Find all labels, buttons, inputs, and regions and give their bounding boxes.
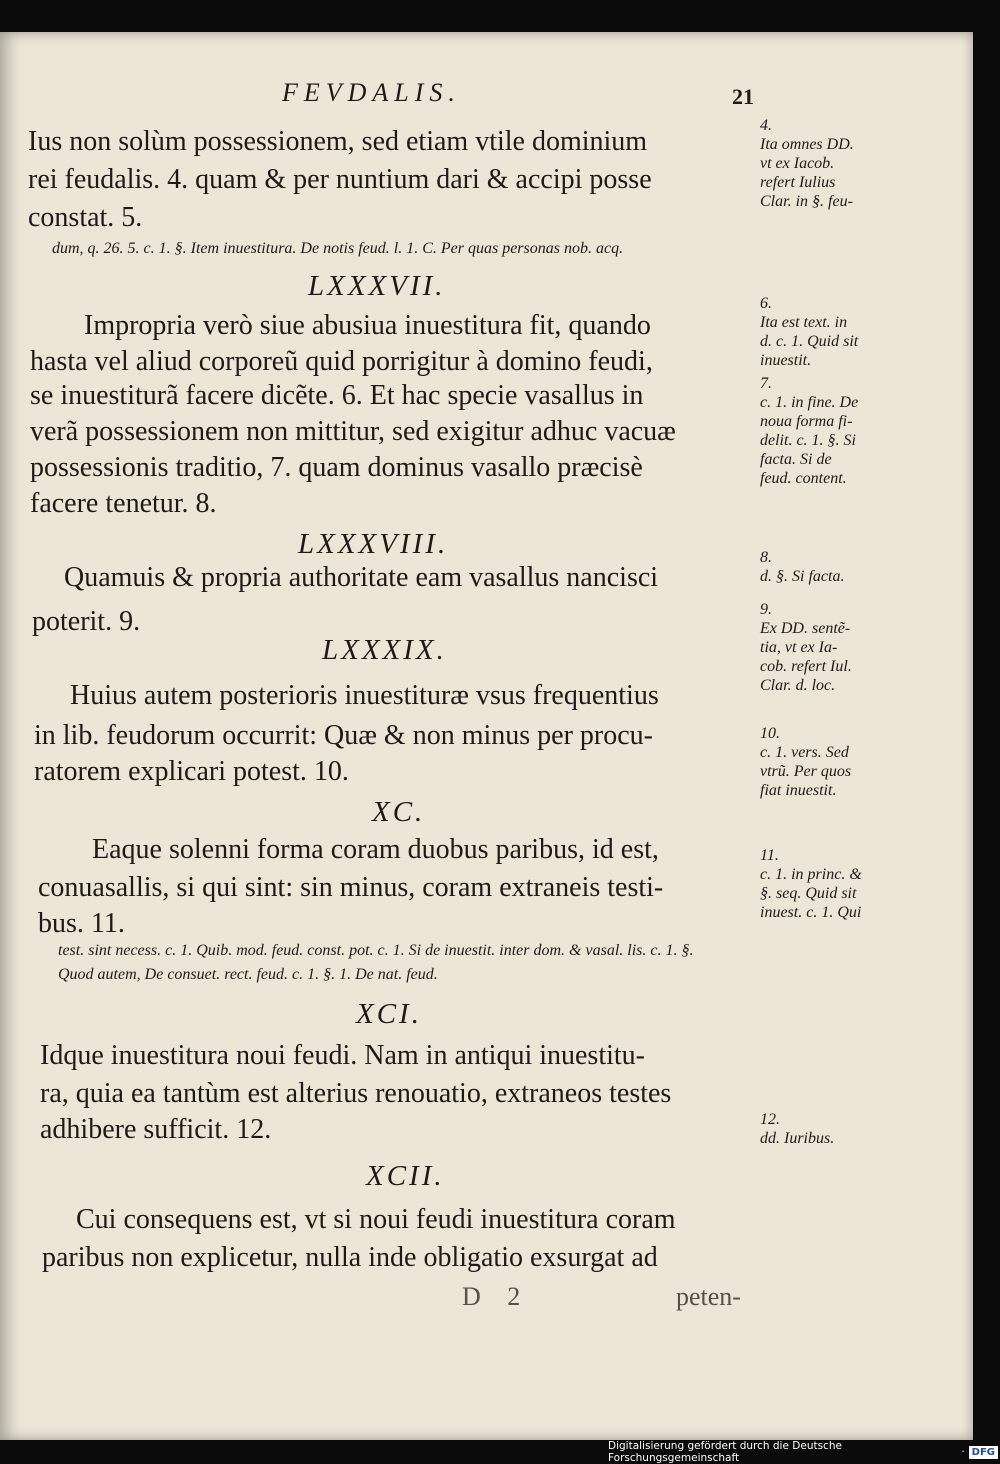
body-line: facere tenetur. 8.	[30, 488, 217, 519]
body-line: adhibere sufficit. 12.	[40, 1114, 272, 1145]
body-line: constat. 5.	[28, 202, 143, 233]
margin-note: 8. d. §. Si facta.	[760, 549, 845, 585]
footnote-line: Quod autem, De consuet. rect. feud. c. 1. §. 1. De nat. feud.	[58, 966, 438, 983]
section-heading: LXXXVIII.	[298, 528, 449, 560]
body-line: ratorem explicari potest. 10.	[34, 756, 349, 787]
catchword: peten-	[676, 1282, 741, 1311]
margin-note: 6. Ita est text. in d. c. 1. Quid sit inuestit.	[760, 295, 859, 369]
margin-note: 9. Ex DD. sentẽ- tia, vt ex Ia- cob. refert Iul. Clar. d. loc.	[760, 601, 852, 694]
margin-note: 7. c. 1. in fine. De noua forma fi- delit. c. 1. §. Si facta. Si de feud. content.	[760, 375, 859, 487]
credit-text: Digitalisierung gefördert durch die Deutsche Forschungsgemeinschaft	[608, 1440, 842, 1464]
body-line: bus. 11.	[38, 908, 125, 939]
margin-note: 11. c. 1. in princ. & §. seq. Quid sit inuest. c. 1. Qui	[760, 847, 862, 921]
book-page	[0, 32, 973, 1440]
running-head: FEVDALIS.	[282, 78, 461, 107]
section-heading: XCII.	[366, 1160, 445, 1192]
separator: ·	[961, 1446, 965, 1458]
body-line: poterit. 9.	[32, 606, 141, 637]
margin-note: 10. c. 1. vers. Sed vtrũ. Per quos fiat inuestit.	[760, 725, 852, 799]
body-line: conuasallis, si qui sint: sin minus, coram extraneis testi-	[38, 872, 664, 903]
body-line: hasta vel aliud corporeũ quid porrigitur à domino feudi,	[30, 346, 653, 377]
body-line: ra, quia ea tantùm est alterius renouatio, extraneos testes	[40, 1078, 672, 1109]
section-heading: XC.	[372, 796, 426, 828]
body-line: Huius autem posterioris inuestituræ vsus frequentius	[70, 680, 659, 711]
body-line: Eaque solenni forma coram duobus paribus, id est,	[92, 834, 659, 865]
footnote-line: test. sint necess. c. 1. Quib. mod. feud. const. pot. c. 1. Si de inuestit. inter dom. & vasal. lis. c. 1. §.	[58, 942, 694, 959]
dfg-logo: DFG	[969, 1446, 998, 1459]
margin-note: 12. dd. Iuribus.	[760, 1111, 835, 1147]
footnote-line: dum, q. 26. 5. c. 1. §. Item inuestitura. De notis feud. l. 1. C. Per quas personas nob. acq.	[52, 240, 624, 257]
body-line: se inuestiturã facere dicẽte. 6. Et hac specie vasallus in	[30, 380, 644, 411]
section-heading: LXXXIX.	[322, 634, 447, 666]
body-line: rei feudalis. 4. quam & per nuntium dari & accipi posse	[28, 164, 652, 195]
body-line: verã possessionem non mittitur, sed exigitur adhuc vacuæ	[30, 416, 676, 447]
section-heading: XCI.	[356, 998, 422, 1030]
body-line: possessionis traditio, 7. quam dominus vasallo præcisè	[30, 452, 643, 483]
body-line: Idque inuestitura noui feudi. Nam in antiqui inuestitu-	[40, 1040, 645, 1071]
margin-note: 4. Ita omnes DD. vt ex Iacob. refert Iulius Clar. in §. feu-	[760, 117, 854, 210]
body-line: Impropria verò siue abusiua inuestitura fit, quando	[84, 310, 651, 341]
page-number: 21	[732, 84, 754, 109]
digitization-credit	[608, 1440, 998, 1464]
body-line: in lib. feudorum occurrit: Quæ & non minus per procu-	[34, 720, 653, 751]
signature-mark: D 2	[462, 1282, 531, 1311]
body-line: Cui consequens est, vt si noui feudi inuestitura coram	[76, 1204, 676, 1235]
body-line: Quamuis & propria authoritate eam vasallus nancisci	[64, 562, 659, 593]
section-heading: LXXXVII.	[308, 270, 446, 302]
body-line: Ius non solùm possessionem, sed etiam vtile dominium	[28, 126, 648, 157]
body-line: paribus non explicetur, nulla inde obligatio exsurgat ad	[42, 1242, 658, 1273]
